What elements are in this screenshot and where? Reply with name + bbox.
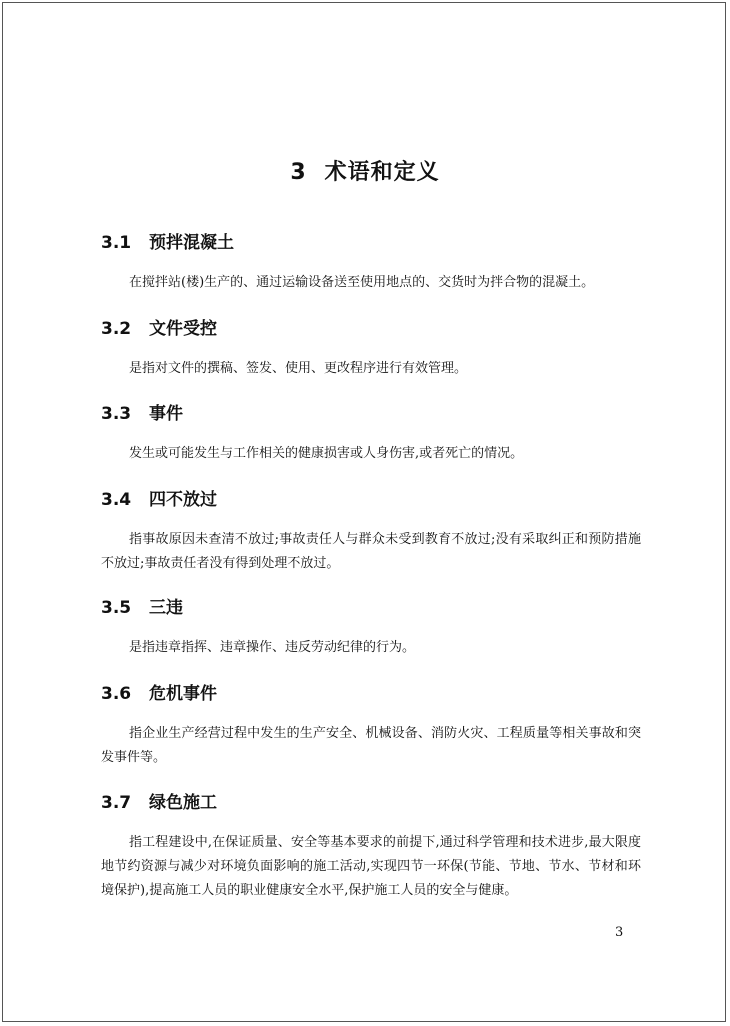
section-body: 指工程建设中,在保证质量、安全等基本要求的前提下,通过科学管理和技术进步,最大限度地节约资源与减少对环境负面影响的施工活动,实现四节一环保(节能、节地、节水、节材和环境保护),提高施工人员的职业健康安全水平,保护施工人员的安全与健康。: [101, 835, 641, 898]
section-heading: [101, 682, 641, 706]
section-3-5: [101, 596, 641, 660]
section-title: 事件: [149, 404, 183, 424]
chapter-title: [3, 155, 727, 186]
document-page: [2, 2, 726, 1022]
section-number: 3.7: [101, 793, 132, 813]
section-number: 3.4: [101, 490, 132, 510]
section-body: 是指对文件的撰稿、签发、使用、更改程序进行有效管理。: [129, 361, 468, 376]
section-heading: [101, 791, 641, 815]
section-title: 绿色施工: [149, 793, 217, 813]
section-body: 指企业生产经营过程中发生的生产安全、机械设备、消防火灾、工程质量等相关事故和突发事件等。: [101, 726, 641, 765]
section-heading: [101, 596, 641, 620]
section-3-1: [101, 231, 641, 295]
section-3-6: [101, 682, 641, 770]
section-number: 3.1: [101, 233, 132, 253]
section-number: 3.3: [101, 404, 132, 424]
section-body: 是指违章指挥、违章操作、违反劳动纪律的行为。: [129, 640, 416, 655]
section-3-7: [101, 791, 641, 903]
section-title: 文件受控: [149, 319, 217, 339]
section-body: 在搅拌站(楼)生产的、通过运输设备送至使用地点的、交货时为拌合物的混凝土。: [129, 275, 595, 290]
section-number: 3.2: [101, 319, 132, 339]
section-body: 指事故原因未查清不放过;事故责任人与群众未受到教育不放过;没有采取纠正和预防措施不放过;事故责任者没有得到处理不放过。: [101, 532, 641, 571]
section-title: 危机事件: [149, 684, 217, 704]
section-body: 发生或可能发生与工作相关的健康损害或人身伤害,或者死亡的情况。: [129, 446, 524, 461]
section-title: 三违: [149, 598, 183, 618]
section-number: 3.6: [101, 684, 132, 704]
section-heading: [101, 488, 641, 512]
chapter-number: 3: [290, 160, 307, 185]
section-heading: [101, 231, 641, 255]
section-3-3: [101, 402, 641, 466]
page-number: 3: [615, 925, 624, 940]
section-3-4: [101, 488, 641, 576]
section-3-2: [101, 317, 641, 381]
section-title: 预拌混凝土: [149, 233, 234, 253]
section-number: 3.5: [101, 598, 132, 618]
section-heading: [101, 402, 641, 426]
section-title: 四不放过: [149, 490, 217, 510]
chapter-title-text: 术语和定义: [324, 160, 440, 185]
section-heading: [101, 317, 641, 341]
